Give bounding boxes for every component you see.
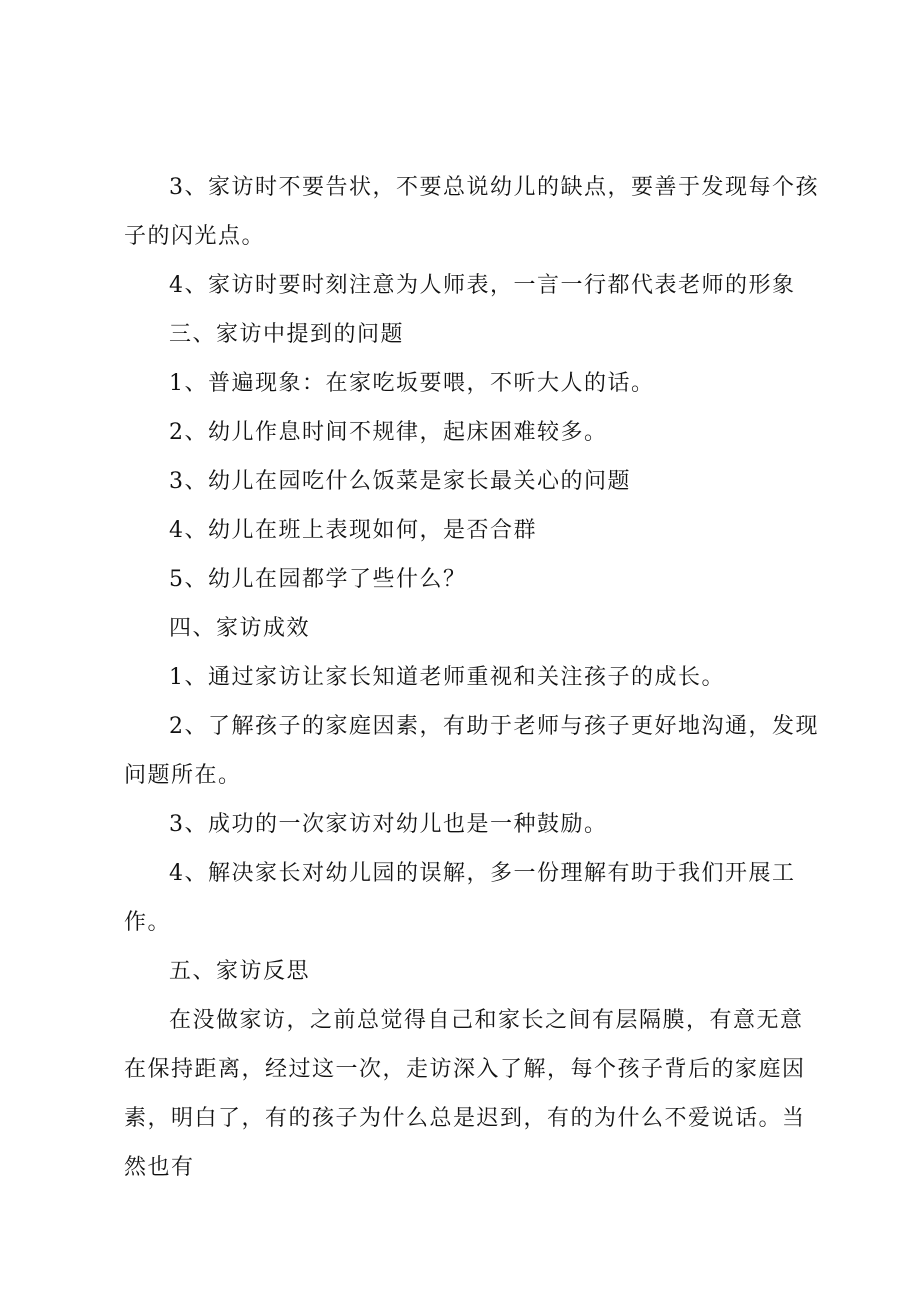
paragraph-result-1: 1、通过家访让家长知道老师重视和关注孩子的成长。 xyxy=(169,665,725,690)
paragraph-tip-4: 4、家访时要时刻注意为人师表，一言一行都代表老师的形象 xyxy=(169,273,796,298)
paragraph-result-2: 2、了解孩子的家庭因素，有助于老师与孩子更好地沟通，发现问题所在。 xyxy=(124,714,819,788)
paragraph-problem-4: 4、幼儿在班上表现如何，是否合群 xyxy=(169,518,537,543)
section-heading-problems: 三、家访中提到的问题 xyxy=(169,322,405,347)
paragraph-result-3: 3、成功的一次家访对幼儿也是一种鼓励。 xyxy=(169,812,608,837)
section-heading-reflection: 五、家访反思 xyxy=(169,959,311,984)
section-heading-results: 四、家访成效 xyxy=(169,616,311,641)
paragraph-problem-5: 5、幼儿在园都学了些什么？ xyxy=(169,567,467,592)
paragraph-result-4: 4、解决家长对幼儿园的误解，多一份理解有助于我们开展工作。 xyxy=(124,861,796,935)
paragraph-problem-1: 1、普遍现象：在家吃坂要喂，不听大人的话。 xyxy=(169,371,655,396)
paragraph-problem-3: 3、幼儿在园吃什么饭菜是家长最关心的问题 xyxy=(169,469,631,494)
document-body xyxy=(124,163,824,1192)
paragraph-reflection: 在没做家访，之前总觉得自己和家长之间有层隔膜，有意无意在保持距离，经过这一次，走访深入了解，每个孩子背后的家庭因素，明白了，有的孩子为什么总是迟到，有的为什么不爱说话。当然也有 xyxy=(124,1008,806,1180)
paragraph-tip-3: 3、家访时不要告状，不要总说幼儿的缺点，要善于发现每个孩子的闪光点。 xyxy=(124,175,819,249)
paragraph-problem-2: 2、幼儿作息时间不规律，起床困难较多。 xyxy=(169,420,608,445)
